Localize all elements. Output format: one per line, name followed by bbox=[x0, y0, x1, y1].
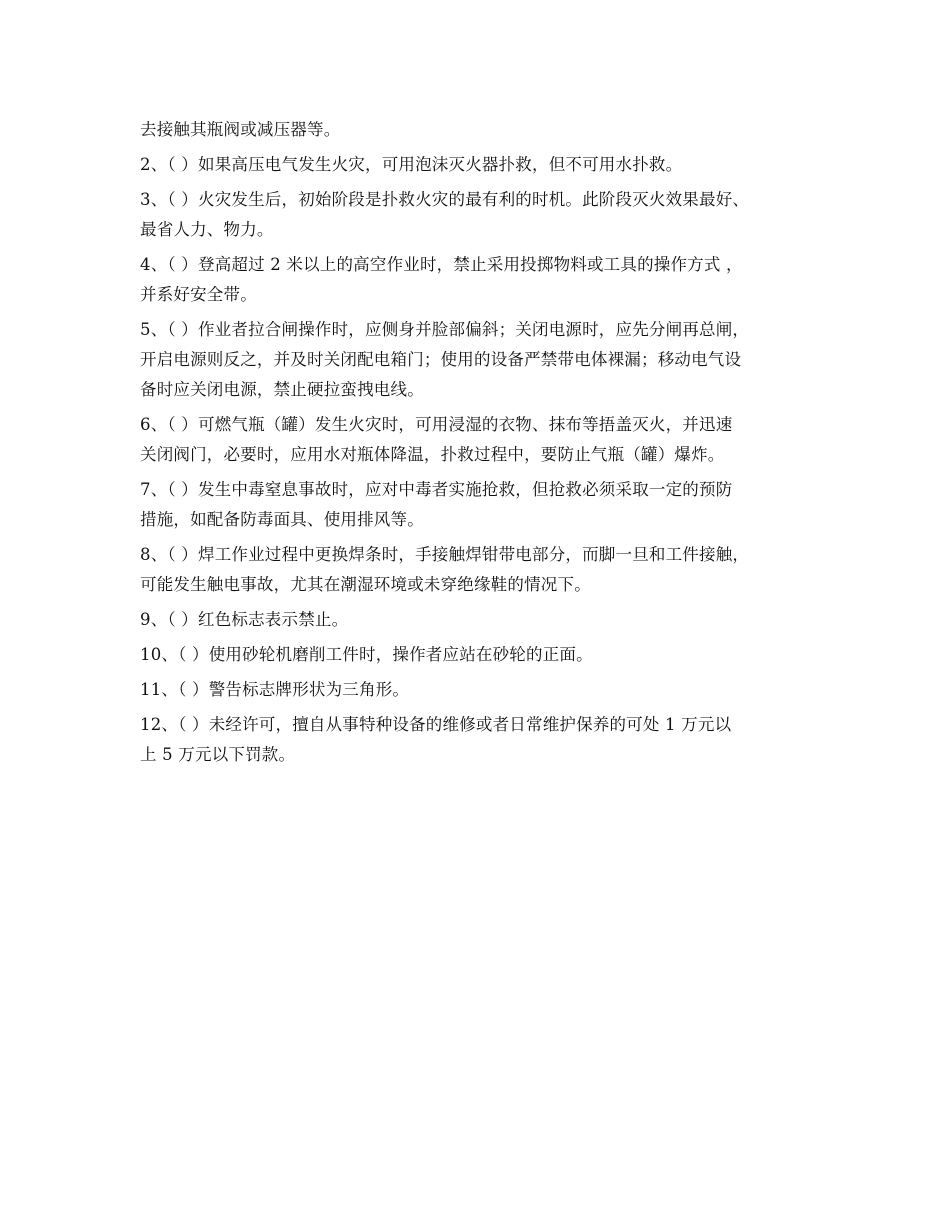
question-3 bbox=[140, 185, 830, 245]
question-2 bbox=[140, 150, 830, 180]
text-line: 10、（ ）使用砂轮机磨削工件时，操作者应站在砂轮的正面。 bbox=[140, 645, 593, 664]
text-line: 3、（ ）火灾发生后，初始阶段是扑救火灾的最有利的时机。此阶段灭火效果最好、 bbox=[140, 190, 750, 209]
question-6 bbox=[140, 410, 830, 470]
question-fragment bbox=[140, 115, 830, 145]
text-line: 4、（ ）登高超过 2 米以上的高空作业时，禁止采用投掷物料或工具的操作方式 ， bbox=[140, 255, 743, 274]
text-line: 并系好安全带。 bbox=[140, 285, 257, 304]
text-line: 9、（ ）红色标志表示禁止。 bbox=[140, 610, 349, 629]
question-9 bbox=[140, 605, 830, 635]
question-7 bbox=[140, 475, 830, 535]
question-list bbox=[140, 115, 830, 770]
text-line: 6、（ ）可燃气瓶（罐）发生火灾时，可用浸湿的衣物、抹布等捂盖灭火，并迅速 bbox=[140, 415, 733, 434]
text-line: 可能发生触电事故，尤其在潮湿环境或未穿绝缘鞋的情况下。 bbox=[140, 575, 591, 594]
question-12 bbox=[140, 710, 830, 770]
text-line: 备时应关闭电源，禁止硬拉蛮拽电线。 bbox=[140, 380, 424, 399]
text-line: 措施，如配备防毒面具、使用排风等。 bbox=[140, 510, 424, 529]
text-line: 上 5 万元以下罚款。 bbox=[140, 745, 296, 764]
text-line: 7、（ ）发生中毒窒息事故时，应对中毒者实施抢救，但抢救必须采取一定的预防 bbox=[140, 480, 733, 499]
text-line: 开启电源则反之，并及时关闭配电箱门；使用的设备严禁带电体裸漏；移动电气设 bbox=[140, 350, 742, 369]
question-5 bbox=[140, 315, 830, 405]
text-line: 11、（ ）警告标志牌形状为三角形。 bbox=[140, 680, 410, 699]
question-11 bbox=[140, 675, 830, 705]
text-line: 去接触其瓶阀或减压器等。 bbox=[140, 120, 341, 139]
text-line: 12、（ ）未经许可，擅自从事特种设备的维修或者日常维护保养的可处 1 万元以 bbox=[140, 715, 732, 734]
text-line: 关闭阀门，必要时，应用水对瓶体降温，扑救过程中，要防止气瓶（罐）爆炸。 bbox=[140, 445, 725, 464]
question-8 bbox=[140, 540, 830, 600]
text-line: 5、（ ）作业者拉合闸操作时，应侧身并脸部偏斜；关闭电源时，应先分闸再总闸， bbox=[140, 320, 750, 339]
text-line: 最省人力、物力。 bbox=[140, 220, 274, 239]
question-4 bbox=[140, 250, 830, 310]
text-line: 8、（ ）焊工作业过程中更换焊条时，手接触焊钳带电部分，而脚一旦和工件接触， bbox=[140, 545, 750, 564]
question-10 bbox=[140, 640, 830, 670]
text-line: 2、（ ）如果高压电气发生火灾，可用泡沫灭火器扑救，但不可用水扑救。 bbox=[140, 155, 683, 174]
